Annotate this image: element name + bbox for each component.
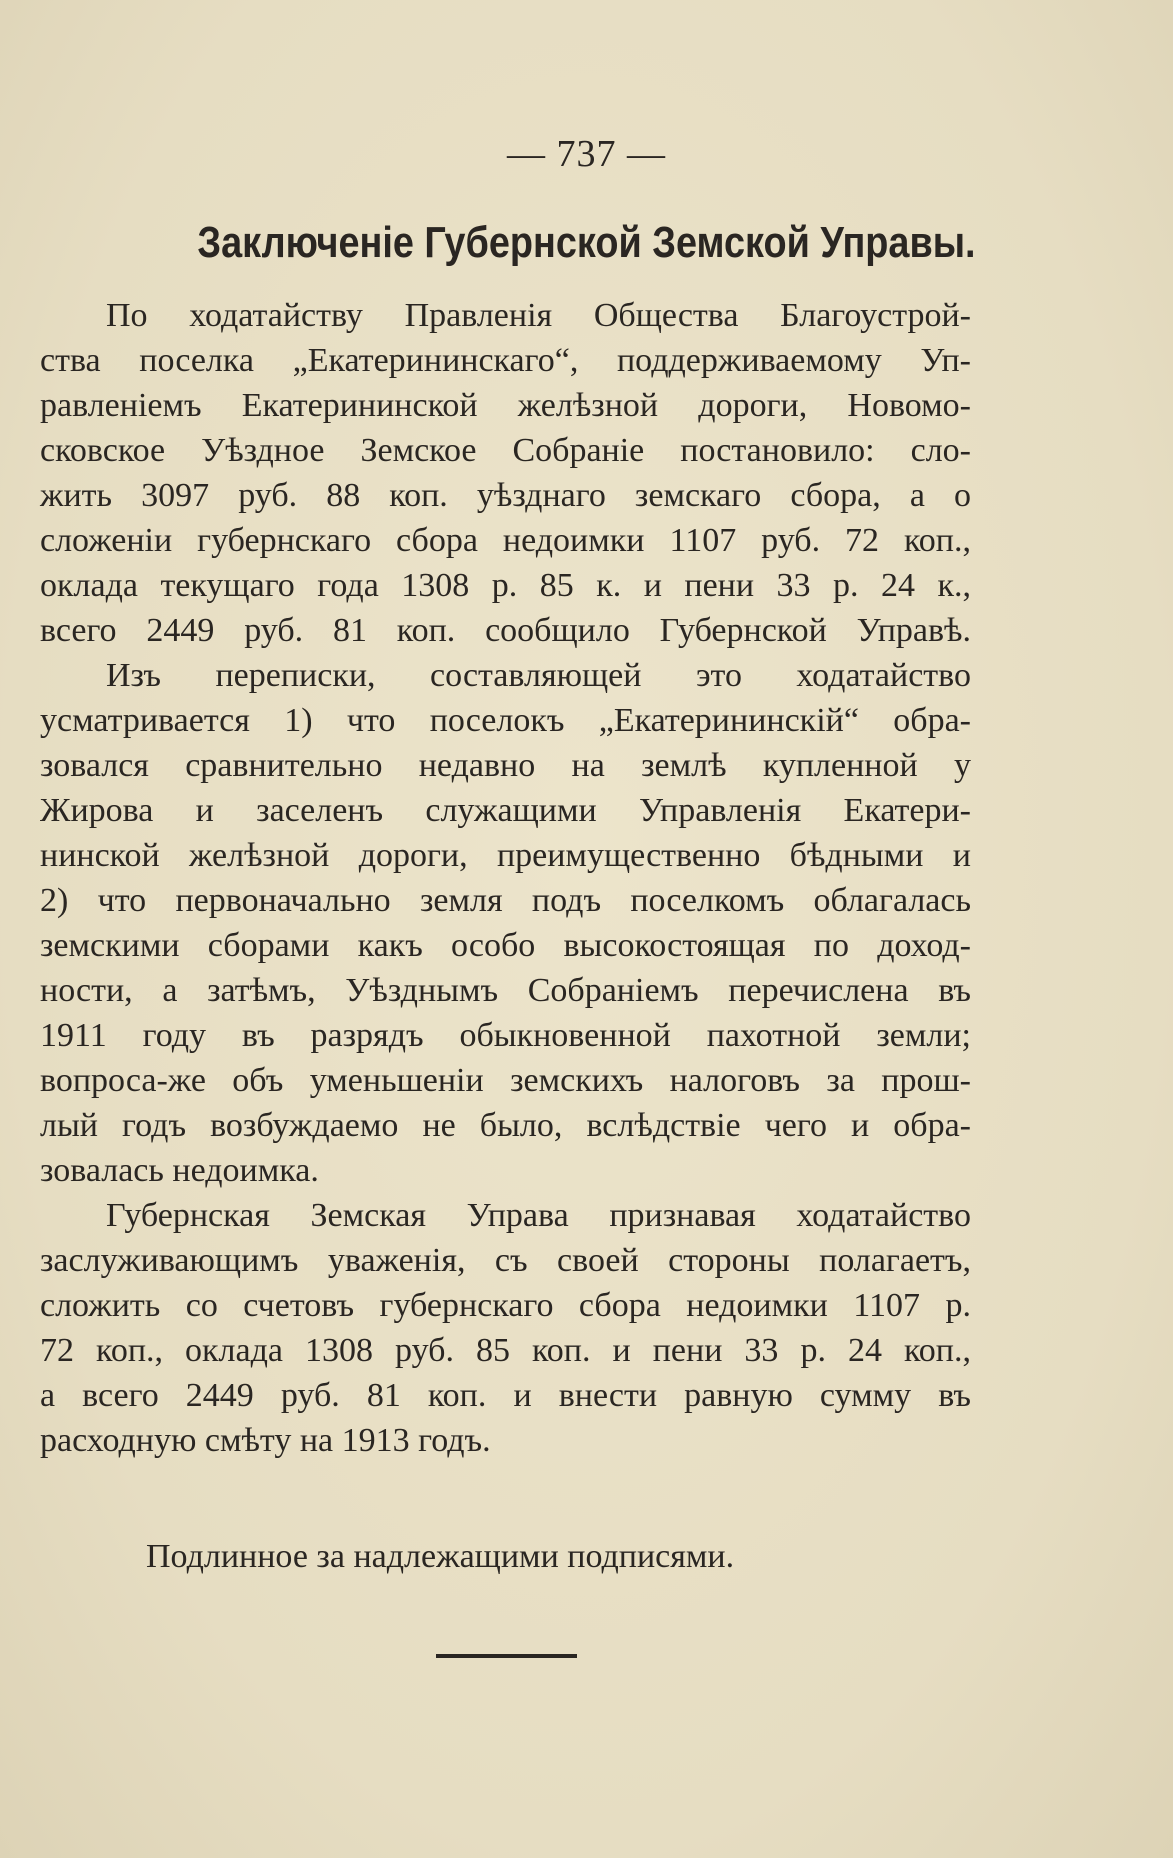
text-line: сложить со счетовъ губернскаго сбора недоимки 1107 р.: [40, 1287, 971, 1324]
heading: Заключенiе Губернской Земской Управы.: [197, 218, 976, 267]
text-line: зовалась недоимка.: [40, 1152, 319, 1189]
text-line: нинской желѣзной дороги, преимущественно бѣдными и: [40, 837, 971, 874]
text-line: всего 2449 руб. 81 коп. сообщило Губернской Управѣ.: [40, 612, 971, 649]
text-line: По ходатайству Правленiя Общества Благоустрой-: [106, 297, 971, 334]
text-line: Губернская Земская Управа признавая ходатайство: [106, 1197, 971, 1234]
text-line: 2) что первоначально земля подъ поселкомъ облагалась: [40, 882, 971, 919]
text-line: ности, а затѣмъ, Уѣзднымъ Собранiемъ перечислена въ: [40, 972, 971, 1009]
text-line: ства поселка „Екатерининскаго“, поддерживаемому Уп-: [40, 342, 971, 379]
text-line: вопроса-же объ уменьшенiи земскихъ налоговъ за прош-: [40, 1062, 971, 1099]
text-line: земскими сборами какъ особо высокостоящая по доход-: [40, 927, 971, 964]
text-line: 72 коп., оклада 1308 руб. 85 коп. и пени 33 р. 24 коп.,: [40, 1332, 971, 1369]
text-line: равленiемъ Екатерининской желѣзной дороги, Новомо-: [40, 387, 971, 424]
text-line: заслуживающимъ уваженiя, съ своей стороны полагаетъ,: [40, 1242, 971, 1279]
text-line: Изъ переписки, составляющей это ходатайство: [106, 657, 971, 694]
closing-rule: [436, 1654, 577, 1658]
text-line: Жирова и заселенъ служащими Управленiя Екатери-: [40, 792, 971, 829]
signature-note: Подлинное за надлежащими подписями.: [146, 1538, 735, 1575]
text-line: 1911 году въ разрядъ обыкновенной пахотной земли;: [40, 1017, 971, 1054]
text-line: сковское Уѣздное Земское Собранiе постановило: сло-: [40, 432, 971, 469]
text-line: жить 3097 руб. 88 коп. уѣзднаго земскаго сбора, а о: [40, 477, 971, 514]
text-line: сложенiи губернскаго сбора недоимки 1107 руб. 72 коп.,: [40, 522, 971, 559]
body-text: [40, 293, 971, 1463]
text-line: расходную смѣту на 1913 годъ.: [40, 1422, 491, 1459]
text-line: лый годъ возбуждаемо не было, вслѣдствiе чего и обра-: [40, 1107, 971, 1144]
text-line: усматривается 1) что поселокъ „Екатерининскiй“ обра-: [40, 702, 971, 739]
page-number: — 737 —: [507, 133, 666, 175]
text-line: а всего 2449 руб. 81 коп. и внести равную сумму въ: [40, 1377, 971, 1414]
text-line: зовался сравнительно недавно на землѣ купленной у: [40, 747, 971, 784]
text-line: оклада текущаго года 1308 р. 85 к. и пени 33 р. 24 к.,: [40, 567, 971, 604]
